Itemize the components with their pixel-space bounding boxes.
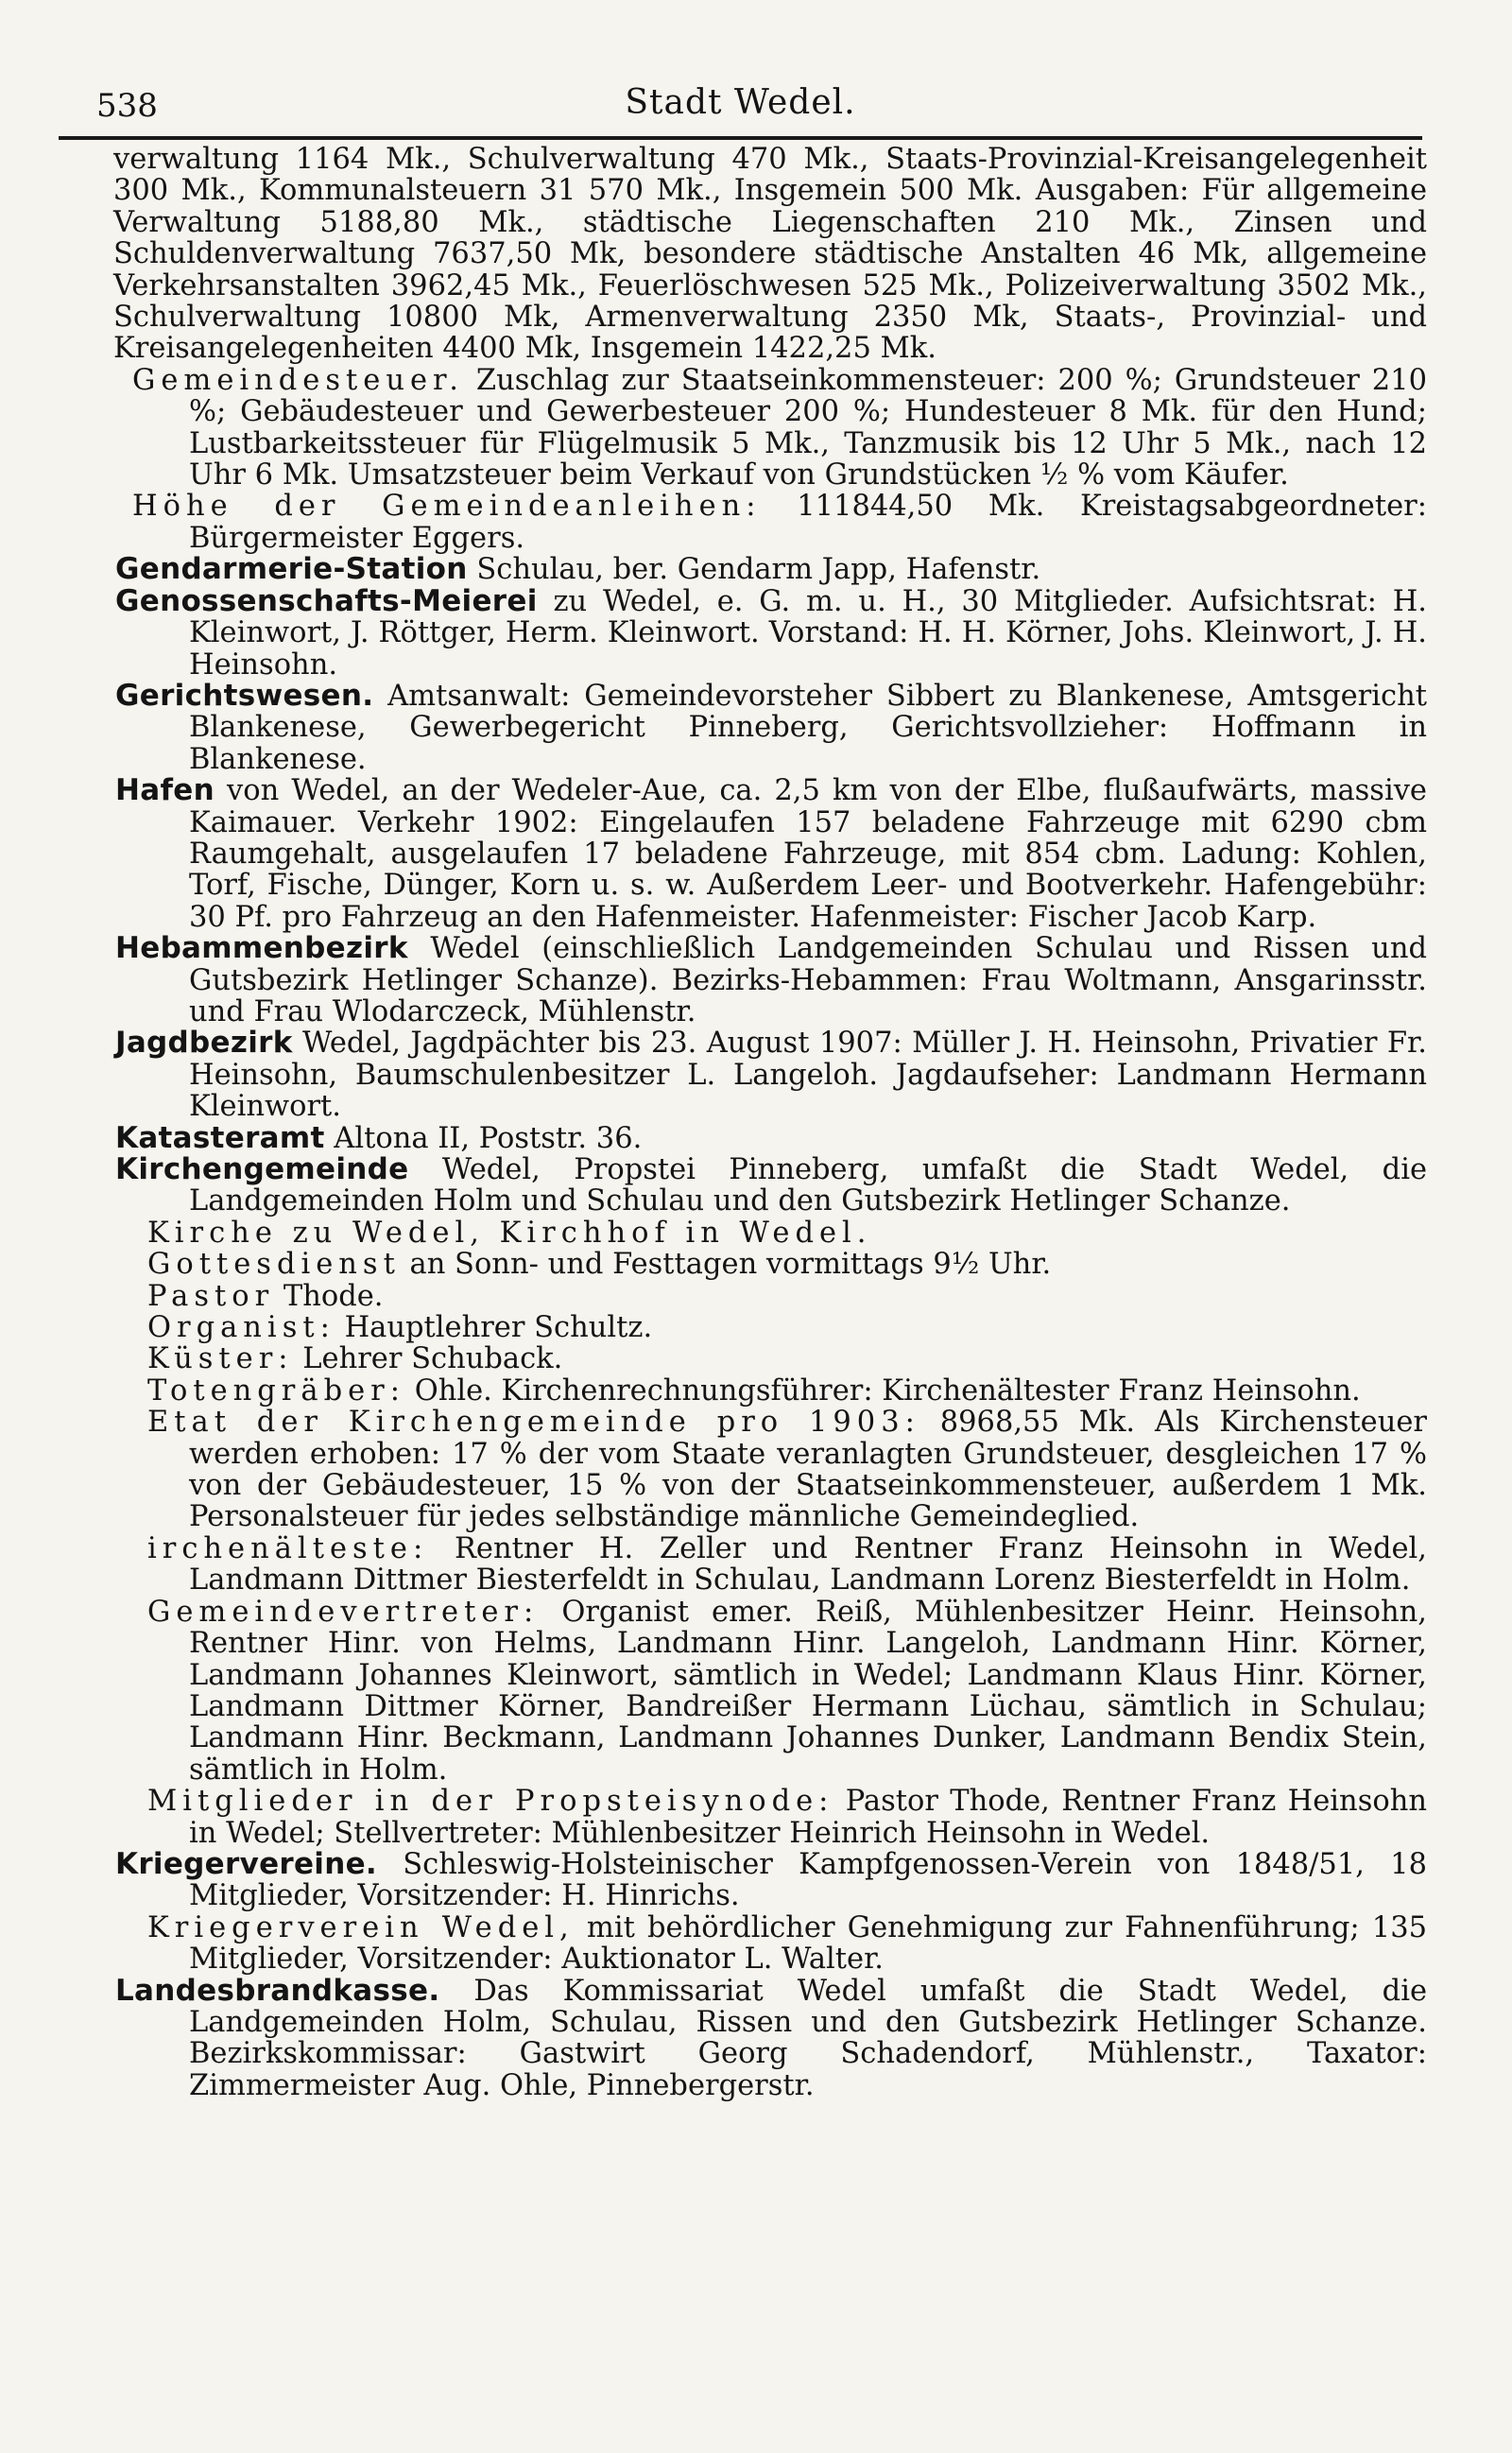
paragraph-lead: Totengräber: (147, 1373, 406, 1408)
paragraph-lead: Gemeindevertreter: (147, 1595, 540, 1629)
paragraph-lead: Gemeindesteuer. (132, 363, 464, 397)
paragraph: Gemeindevertreter: Organist emer. Reiß, Mühlenbesitzer Heinr. Heinsohn, Rentner Hinr. von Helms, Landmann Hinr. Langeloh, Landmann Hinr. Körner, Landmann Johannes Kleinwort, sämtlich in Wedel; Landmann Klaus Hinr. Körner, Landmann Dittmer Körner, Bandreißer Hermann Lüchau, sämtlich in Schulau; Landmann Hinr. Beckmann, Landmann Johannes Dunker, Landmann Bendix Stein, sämtlich in Holm. (147, 1595, 1427, 1787)
paragraph-lead: Kirche zu Wedel, Kirchhof in Wedel. (147, 1216, 872, 1250)
page-number: 538 (96, 87, 158, 125)
paragraph: Gottesdienst an Sonn- und Festtagen vormittags 9½ Uhr. (147, 1248, 1052, 1282)
entry: Hafen von Wedel, an der Wedeler-Aue, ca. 2,5 km von der Elbe, flußaufwärts, massive Kaimauer. Verkehr 1902: Eingelaufen 157 beladene Fahrzeuge mit 6290 cbm Raumgehalt, ausgelaufen 17 beladene Fahrzeuge, mit 854 cbm. Ladung: Kohlen, Torf, Fische, Dünger, Korn u. s. w. Außerdem Leer- und Bootverkehr. Hafengebühr: 30 Pf. pro Fahrzeug an den Hafenmeister. Hafenmeister: Fischer Jacob Karp. (115, 773, 1427, 934)
paragraph: verwaltung 1164 Mk., Schulverwaltung 470 Mk., Staats-Provinzial-Kreisangelegenheit 300 Mk., Kommunalsteuern 31 570 Mk., Insgemein 500 Mk. Ausgaben: Für allgemeine Verwaltung 5188,80 Mk., städtische Liegenschaften 210 Mk., Zinsen und Schuldenverwaltung 7637,50 Mk, besondere städtische Anstalten 46 Mk, allgemeine Verkehrsanstalten 3962,45 Mk., Feuerlöschwesen 525 Mk., Polizeiverwaltung 3502 Mk., Schulverwaltung 10800 Mk, Armenverwaltung 2350 Mk, Staats-, Provinzial- und Kreisangelegenheiten 4400 Mk, Insgemein 1422,25 Mk. (113, 143, 1427, 366)
paragraph: Etat der Kirchengemeinde pro 1903: 8968,55 Mk. Als Kirchensteuer werden erhoben: 17 % der vom Staate veranlagten Grundsteuer, desgleichen 17 % von der Gebäudesteuer, 15 % von der Staatseinkommensteuer, außerdem 1 Mk. Personalsteuer für jedes selbständige männliche Gemeindeglied. (147, 1406, 1427, 1534)
paragraph-lead: Etat der Kirchengemeinde pro 1903: (147, 1406, 920, 1440)
entry: Kirchengemeinde Wedel, Propstei Pinneberg, umfaßt die Stadt Wedel, die Landgemeinden Holm und Schulau und den Gutsbezirk Hetlinger Schanze. (115, 1152, 1427, 1218)
entry-headword: Kirchengemeinde (115, 1152, 409, 1186)
entry: Kriegervereine. Schleswig-Holsteinischer Kampfgenossen-Verein von 1848/51, 18 Mitglieder, Vorsitzender: H. Hinrichs. (115, 1846, 1427, 1913)
paragraph-lead: Gottesdienst (147, 1248, 401, 1282)
body-text (113, 144, 1427, 2101)
paragraph-lead: Höhe der Gemeindeanleihen: (132, 490, 762, 524)
header-rule (59, 136, 1422, 140)
paragraph: Gemeindesteuer. Zuschlag zur Staatseinkommensteuer: 200 %; Grundsteuer 210 %; Gebäudesteuer und Gewerbesteuer 200 %; Hundesteuer 8 Mk. für den Hund; Lustbarkeitssteuer für Flügelmusik 5 Mk., Tanzmusik bis 12 Uhr 5 Mk., nach 12 Uhr 6 Mk. Umsatzsteuer beim Verkauf von Grundstücken ½ % vom Käufer. (132, 363, 1427, 492)
paragraph-lead: Kriegerverein Wedel, (147, 1910, 575, 1944)
entry-headword: Hebammenbezirk (115, 931, 408, 966)
entry: Hebammenbezirk Wedel (einschließlich Landgemeinden Schulau und Rissen und Gutsbezirk Hetlinger Schanze). Bezirks-Hebammen: Frau Woltmann, Ansgarinsstr. und Frau Wlodarczeck, Mühlenstr. (115, 931, 1427, 1028)
entry-headword: Gerichtswesen. (115, 678, 374, 713)
entry: Jagdbezirk Wedel, Jagdpächter bis 23. August 1907: Müller J. H. Heinsohn, Privatier Fr. Heinsohn, Baumschulenbesitzer L. Langeloh. Jagdaufseher: Landmann Hermann Kleinwort. (115, 1026, 1427, 1124)
entry: Genossenschafts-Meierei zu Wedel, e. G. m. u. H., 30 Mitglieder. Aufsichtsrat: H. Kleinwort, J. Röttger, Herm. Kleinwort. Vorstand: H. H. Körner, Johs. Kleinwort, J. H. Heinsohn. (115, 583, 1427, 682)
paragraph-lead: irchenälteste: (147, 1531, 429, 1565)
paragraph: Kriegerverein Wedel, mit behördlicher Genehmigung zur Fahnenführung; 135 Mitglieder, Vorsitzender: Auktionator L. Walter. (147, 1910, 1428, 1977)
entry-headword: Hafen (115, 773, 215, 808)
paragraph: Höhe der Gemeindeanleihen: 111844,50 Mk. Kreistagsabgeordneter: Bürgermeister Eggers. (132, 490, 1427, 555)
paragraph-lead: Küster: (147, 1342, 294, 1376)
paragraph: Küster: Lehrer Schuback. (147, 1342, 563, 1376)
paragraph: Mitglieder in der Propsteisynode: Pastor Thode, Rentner Franz Heinsohn in Wedel; Stellvertreter: Mühlenbesitzer Heinrich Heinsohn in Wedel. (147, 1785, 1428, 1850)
page-header (59, 78, 1422, 134)
entry-headword: Landesbrandkasse. (115, 1973, 440, 2008)
entry-headword: Kriegervereine. (115, 1846, 378, 1881)
paragraph-lead: Pastor (147, 1279, 275, 1313)
paragraph-lead: Organist: (147, 1311, 335, 1345)
paragraph: irchenälteste: Rentner H. Zeller und Rentner Franz Heinsohn in Wedel, Landmann Dittmer Biesterfeldt in Schulau, Landmann Lorenz Biesterfeldt in Holm. (147, 1531, 1427, 1598)
paragraph-lead: Mitglieder in der Propsteisynode: (147, 1785, 834, 1819)
paragraph: Organist: Hauptlehrer Schultz. (147, 1311, 653, 1345)
entry: Gerichtswesen. Amtsanwalt: Gemeindevorsteher Sibbert zu Blankenese, Amtsgericht Blankenese, Gewerbegericht Pinneberg, Gerichtsvollzieher: Hoffmann in Blankenese. (115, 678, 1427, 776)
entry: Katasteramt Altona II, Poststr. 36. (115, 1120, 643, 1155)
entry: Landesbrandkasse. Das Kommissariat Wedel umfaßt die Stadt Wedel, die Landgemeinden Holm, Schulau, Rissen und den Gutsbezirk Hetlinger Schanze. Bezirkskommissar: Gastwirt Georg Schadendorf, Mühlenstr., Taxator: Zimmermeister Aug. Ohle, Pinnebergerstr. (115, 1973, 1427, 2102)
entry-headword: Katasteramt (115, 1120, 325, 1155)
entry: Gendarmerie-Station Schulau, ber. Gendarm Japp, Hafenstr. (115, 552, 1041, 587)
paragraph: Pastor Thode. (147, 1279, 384, 1313)
running-title: Stadt Wedel. (625, 83, 856, 122)
paragraph (113, 1218, 1427, 1249)
entry-headword: Genossenschafts-Meierei (115, 583, 538, 618)
entry-headword: Jagdbezirk (115, 1026, 293, 1061)
entry-headword: Gendarmerie-Station (115, 552, 468, 587)
paragraph: Totengräber: Ohle. Kirchenrechnungsführer: Kirchenältester Franz Heinsohn. (147, 1373, 1361, 1408)
